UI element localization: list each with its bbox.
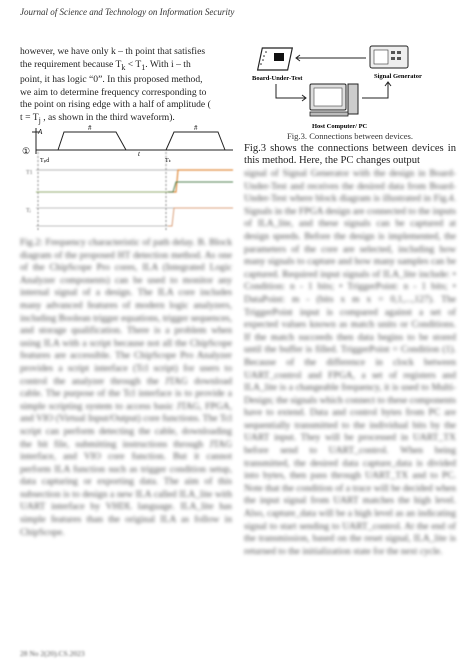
intro-seg-b: < T (125, 58, 142, 70)
intro-seg-e: , as shown in the third waveform). (40, 111, 175, 123)
right-column-intro (244, 143, 456, 168)
arrow-board-to-pc (276, 84, 306, 98)
pulse-2 (166, 132, 225, 150)
right-column-body (244, 168, 456, 638)
intro-seg-d: t = T (20, 111, 39, 123)
label-T1: T1 (26, 170, 33, 176)
label-t-top: t (138, 150, 140, 158)
intro-sub-j: j (38, 115, 41, 125)
board-pin-3 (262, 59, 264, 61)
intro-seg-c: . With i – th (145, 58, 191, 70)
signal-generator-label: Signal Generator (374, 73, 422, 80)
label-Tpd: Tₚd (40, 158, 50, 164)
wave-3-rise (168, 182, 233, 192)
top-waveform (32, 128, 233, 154)
lower-waveforms (26, 152, 233, 232)
left-column-intro (20, 46, 232, 127)
intro-seg-a: the requirement because T (20, 58, 122, 70)
intro-line-3: point, it has logic “0”. In this proposed method, (20, 74, 203, 86)
sg-button-1 (391, 51, 395, 54)
label-Tj: Tⱼ (26, 208, 31, 214)
sg-screen (374, 50, 388, 64)
pc-label: Host Computer/ PC (312, 123, 368, 130)
right-intro-paragraph: Fig.3 shows the connections between devices in this method. Here, the PC changes output (244, 143, 456, 167)
arrow-pc-to-sg (362, 82, 388, 98)
intro-line-2 (20, 59, 232, 75)
board-pin-2 (263, 55, 265, 57)
label-hash-2: # (194, 124, 198, 132)
label-hash-1: # (88, 124, 92, 132)
figure-2-waveforms (18, 122, 238, 234)
signal-generator (370, 46, 408, 68)
left-column-body (20, 237, 232, 637)
left-body-paragraph: Fig.2: Frequency characteristic of path delay. B. Block diagram of the proposed HT detection method. As one of the ChipScope Pro cores, ILA (Integrated Logic Analyzer components) can be used to monitor any internal signal of a design. The ILA core includes many advanced features of modern logic analyzers, including Boolean trigger equations, trigger sequences, and storage qualification. There is a problem when using ILA with a script because not all the ChipScope features are accessible. The ChipScope Pro Analyzer provides a script interface (Tcl script) for users to control the analyzer through the JTAG download cable. The purpose of the Tcl interface is to provide a simple scripting system to access basic JTAG, FPGA, and VIO (Virtual Input/Output) core functions. The Tcl script can perform detecting the cable, downloading the bit file, submitting instructions through JTAG interface, and VIO core function. But it cannot perform ILA function such as trigger condition setup, data capturing or exporting data. The aim of this subsection is to design a new ILA called ILA_lite with UART interface by VHDL language. ILA_lite has simple features than the original ILA as follow in ChipScope. (20, 237, 232, 538)
label-circle-one: ① (22, 146, 31, 156)
board-label: Board-Under-Test (252, 75, 303, 82)
intro-line-5: the point on rising edge with a half of amplitude ( (20, 99, 211, 111)
pc-screen (314, 88, 342, 106)
pc-keyboard (310, 112, 348, 116)
sg-button-2 (397, 51, 401, 54)
wave-2-orange (168, 170, 233, 192)
sg-button-4 (397, 57, 401, 60)
intro-line-4: we aim to determine frequency corresponding to (20, 86, 207, 98)
right-body-paragraph: signal of Signal Generator with the design in Board-Under-Test and receives the desired data from Board-Under-Test where block diagram is illustrated in Fig.4. Signals in the FPGA design are connected to the inputs of ILA_lite, and these signals can be captured at design speeds. Before the design is implemented, the parameters of the core are selected, including how many signals to capture and how many samples can be captured. Required input signals of ILA_lite include: • Condition: n - 1 bits; • TriggerPoint: n - 1 bits; • DataPoint: m - (bits x m x = 0,1,...,127). The TriggerPoint input is compared against a set of expected values known as match units or Conditions. If the match succeeds then data begins to be stored until the buffer is filled. TriggerPoint = Condition (1). Because of the difference in clock between UART_control and FPGA, a set of registers and ILA_lite is a changeable frequency, it is used to Multi-Design; the signals which connect to these components have to extend. Data and control bytes from PC are sequentially transmitted to the individual bits by the UART input. They will be processed in UART_TX before send to UART_control. When being transmitted, the desired data capture_data is divided into bytes, then pass through UART_TX and to PC. Note that the condition of a trace will be decided when the input signal from UART matches the high level. Also, capture_data will be a high level as an indicating signal to start sending to UART_control. At the end of the transmission, based on the reset signal, ILA_lite is returned to the initialization state for the next cycle. (244, 168, 456, 557)
pc-tower (348, 84, 358, 114)
journal-header: Journal of Science and Technology on Information Security (20, 7, 235, 17)
label-Tk: Tₖ (165, 158, 172, 164)
intro-line-1: however, we have only k – th point that satisfies (20, 46, 206, 57)
intro-sub-k: k (121, 62, 126, 72)
sg-button-3 (391, 57, 395, 60)
board-chip (274, 53, 284, 61)
wave-4-rise (168, 208, 233, 226)
board-pin-4 (260, 63, 262, 65)
host-pc (310, 84, 358, 116)
intro-sub-1: 1 (141, 62, 146, 72)
figure-3-connections (246, 40, 458, 132)
board-pin-1 (265, 51, 267, 53)
board-under-test (258, 48, 293, 70)
page-footer: 28 No 2(20).CS.2023 (20, 649, 85, 658)
pulse-1 (58, 132, 126, 150)
label-A: A (38, 128, 43, 136)
figure-3-caption: Fig.3. Connections between devices. (286, 131, 413, 141)
